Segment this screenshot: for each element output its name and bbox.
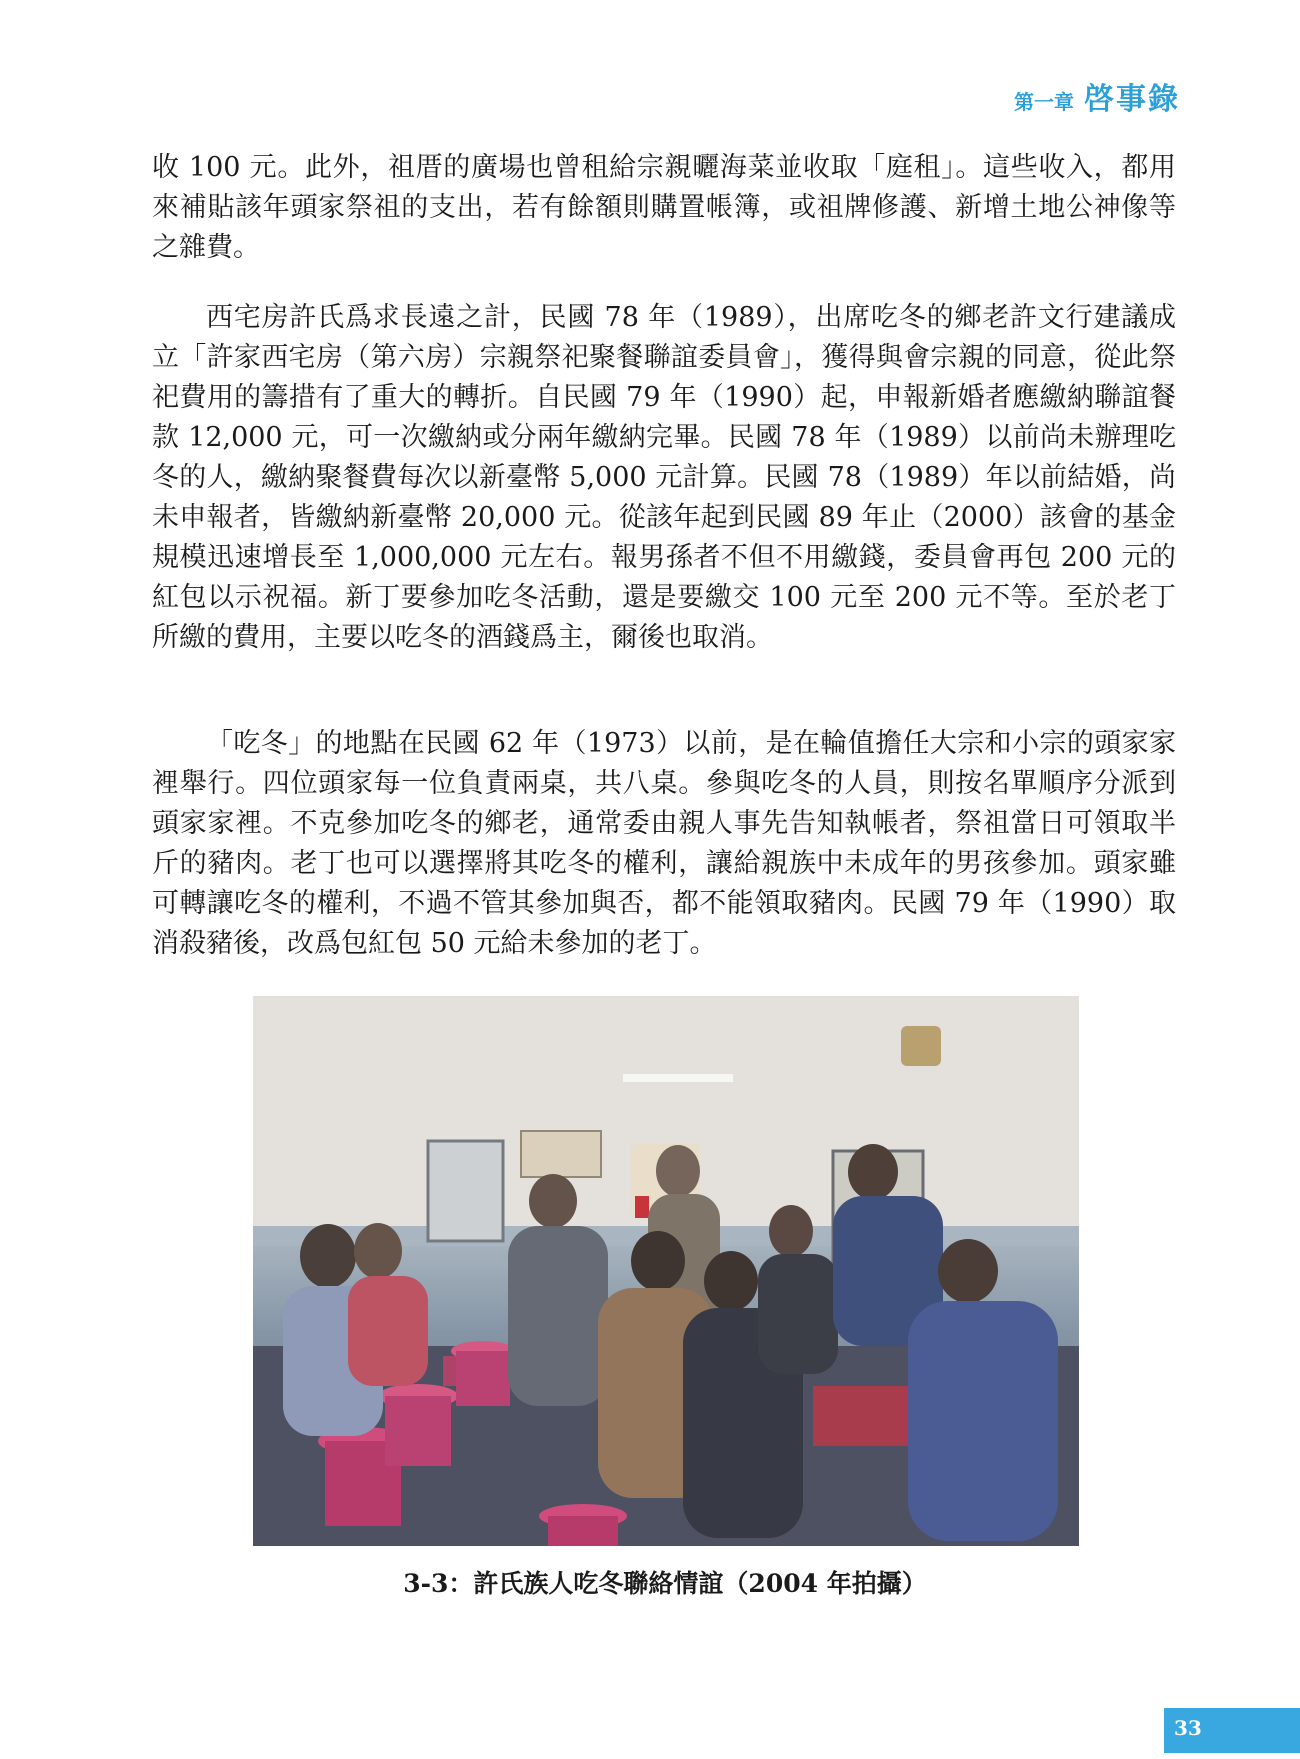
banquet-photo (253, 996, 1079, 1546)
paragraph-2: 西宅房許氏爲求長遠之計，民國 78 年（1989），出席吃冬的鄉老許文行建議成立「許家西宅房（第六房）宗親祭祀聚餐聯誼委員會」，獲得與會宗親的同意，從此祭祀費用的籌措有了重大的轉折。自民國 79 年（1990）起，申報新婚者應繳納聯誼餐款 12,000 元，可一次繳納或分兩年繳納完畢。民國 78 年（1989）以前尚未辦理吃冬的人，繳納聚餐費每次以新臺幣 5,000 元計算。民國 78（1989）年以前結婚，尚未申報者，皆繳納新臺幣 20,000 元。從該年起到民國 89 年止（2000）該會的基金規模迅速增長至 1,000,000 元左右。報男孫者不但不用繳錢，委員會再包 200 元的紅包以示祝福。新丁要參加吃冬活動，還是要繳交 100 元至 200 元不等。至於老丁所繳的費用，主要以吃冬的酒錢爲主，爾後也取消。 (152, 302, 1176, 653)
chapter-title: 啓事錄 (1084, 82, 1180, 117)
figure-caption: 3-3：許氏族人吃冬聯絡情誼（2004 年拍攝） (403, 1569, 927, 1598)
page-number: 33 (1174, 1716, 1202, 1740)
chapter-label: 第一章 (1014, 90, 1074, 114)
paragraph-1: 收 100 元。此外，祖厝的廣場也曾租給宗親曬海菜並收取「庭租」。這些收入，都用來補貼該年頭家祭祖的支出，若有餘額則購置帳簿，或祖牌修護、新增土地公神像等之雜費。 (152, 152, 1176, 263)
paragraph-3: 「吃冬」的地點在民國 62 年（1973）以前，是在輪值擔任大宗和小宗的頭家家裡舉行。四位頭家每一位負責兩桌，共八桌。參與吃冬的人員，則按名單順序分派到頭家家裡。不克參加吃冬的鄉老，通常委由親人事先告知執帳者，祭祖當日可領取半斤的豬肉。老丁也可以選擇將其吃冬的權利，讓給親族中未成年的男孩參加。頭家雖可轉讓吃冬的權利，不過不管其參加與否，都不能領取豬肉。民國 79 年（1990）取消殺豬後，改爲包紅包 50 元給未參加的老丁。 (152, 728, 1176, 959)
running-header (1014, 74, 1180, 118)
